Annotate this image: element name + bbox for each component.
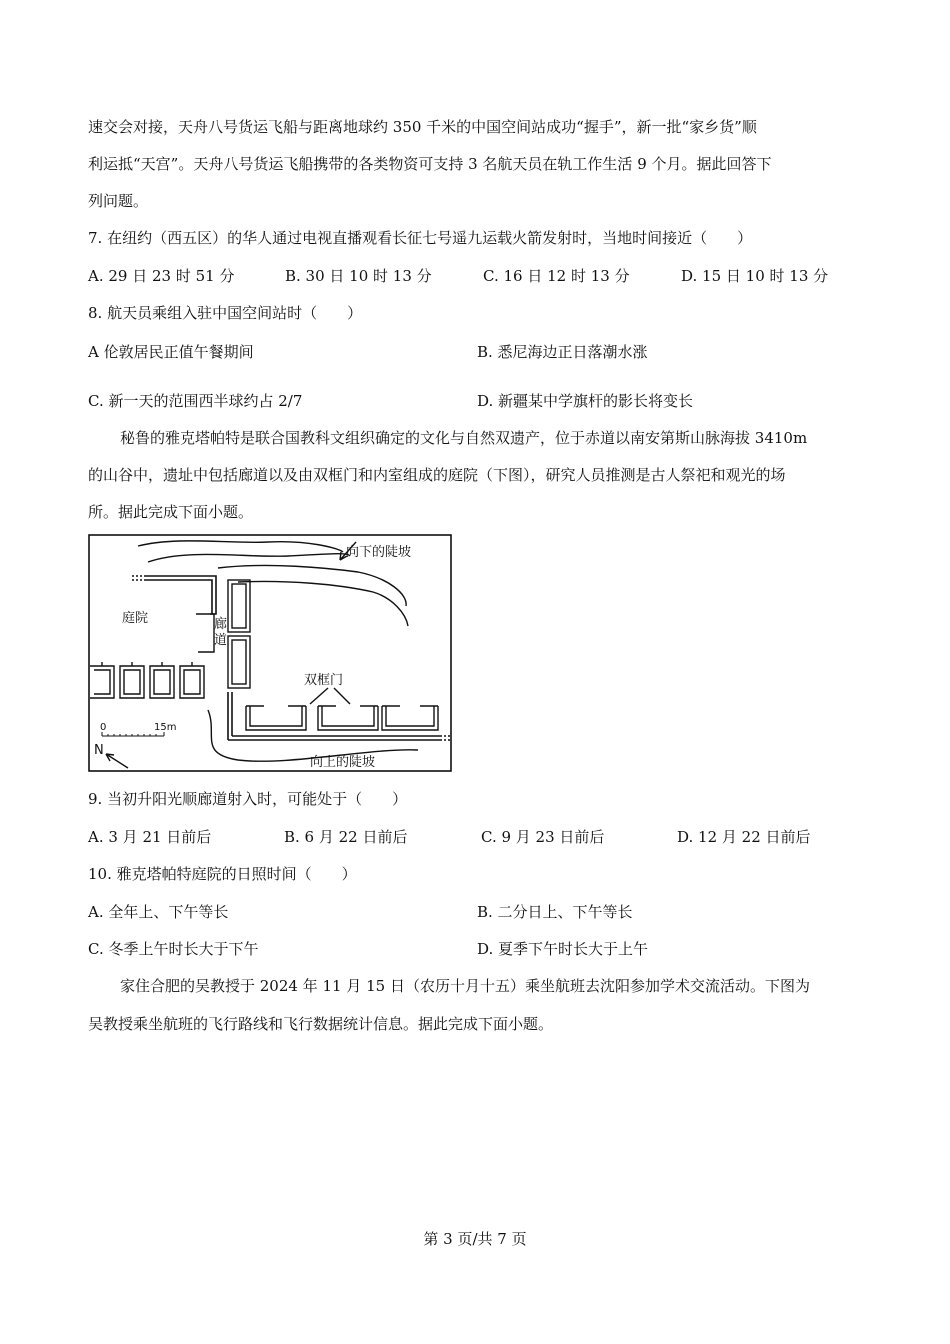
corridor-label-1: 廊 xyxy=(214,617,228,632)
question-10-option-d: D. 夏季下午时长大于上午 xyxy=(477,940,649,958)
question-7-stem: 7. 在纽约（西五区）的华人通过电视直播观看长征七号遥九运载火箭发射时，当地时间接近（ ） xyxy=(88,229,753,247)
double-door-room-2 xyxy=(318,706,378,730)
double-door-room-1 xyxy=(246,706,306,730)
question-8-option-b: B. 悉尼海边正日落潮水涨 xyxy=(477,343,648,361)
scale-zero: 0 xyxy=(100,722,107,733)
slope-down-label: 向下的陡坡 xyxy=(346,545,412,560)
intro-line-3: 列问题。 xyxy=(88,192,149,210)
slope-up-label: 向上的陡坡 xyxy=(310,755,376,770)
corridor-segment-2 xyxy=(196,614,214,652)
question-10-option-b: B. 二分日上、下午等长 xyxy=(477,903,633,921)
lower-corridor-vertical xyxy=(228,692,232,740)
question-10-stem: 10. 雅克塔帕特庭院的日照时间（ ） xyxy=(88,865,357,883)
question-10-option-a: A. 全年上、下午等长 xyxy=(88,903,229,921)
entrance-dots-right xyxy=(440,736,450,740)
question-9-option-d: D. 12 月 22 日前后 xyxy=(677,828,811,846)
double-door-label: 双框门 xyxy=(304,673,344,688)
question-9-option-c: C. 9 月 23 日前后 xyxy=(481,828,605,846)
double-door-arrow-1 xyxy=(310,688,328,704)
site-map-figure xyxy=(88,534,452,772)
north-label: N xyxy=(94,743,104,758)
left-room-4 xyxy=(180,666,204,698)
passage-3-line-1: 家住合肥的吴教授于 2024 年 11 月 15 日（农历十月十五）乘坐航班去沈阳参加学术交流活动。下图为 xyxy=(120,977,810,995)
left-room-1 xyxy=(90,666,114,698)
left-room-2 xyxy=(120,666,144,698)
question-7-option-c: C. 16 日 12 时 13 分 xyxy=(483,267,630,285)
double-door-room-3 xyxy=(382,706,438,730)
intro-line-1: 速交会对接，天舟八号货运飞船与距离地球约 350 千米的中国空间站成功“握手”，新一批“家乡货”顺 xyxy=(88,118,757,136)
question-9-option-b: B. 6 月 22 日前后 xyxy=(284,828,408,846)
question-7-option-b: B. 30 日 10 时 13 分 xyxy=(285,267,432,285)
contour-line-4 xyxy=(238,581,408,626)
corridor-label-2: 道 xyxy=(214,633,228,648)
question-7-option-a: A. 29 日 23 时 51 分 xyxy=(88,267,235,285)
scale-length: 15m xyxy=(154,722,177,733)
contour-line-1 xyxy=(138,541,343,552)
question-8-option-a: A 伦敦居民正值午餐期间 xyxy=(88,343,254,361)
intro-line-2: 利运抵“天宫”。天舟八号货运飞船携带的各类物资可支持 3 名航天员在轨工作生活 9 个月。据此回答下 xyxy=(88,155,772,173)
corridor-room-4 xyxy=(232,640,246,684)
upper-corridor xyxy=(146,576,216,614)
lower-corridor xyxy=(228,736,440,740)
corridor-room-2 xyxy=(232,584,246,628)
left-room-3 xyxy=(150,666,174,698)
passage-2-line-3: 所。据此完成下面小题。 xyxy=(88,503,254,521)
double-door-arrow-2 xyxy=(334,688,350,704)
passage-3-line-2: 吴教授乘坐航班的飞行路线和飞行数据统计信息。据此完成下面小题。 xyxy=(88,1015,554,1033)
passage-2-line-2: 的山谷中，遗址中包括廊道以及由双框门和内室组成的庭院（下图），研究人员推测是古人祭祀和观光的场 xyxy=(88,466,786,484)
courtyard-label: 庭院 xyxy=(122,611,149,626)
question-10-option-c: C. 冬季上午时长大于下午 xyxy=(88,940,259,958)
north-arrow xyxy=(106,754,128,768)
page-footer: 第 3 页/共 7 页 xyxy=(423,1230,527,1248)
question-9-option-a: A. 3 月 21 日前后 xyxy=(88,828,212,846)
question-8-stem: 8. 航天员乘组入驻中国空间站时（ ） xyxy=(88,304,363,322)
question-8-option-c: C. 新一天的范围西半球约占 2/7 xyxy=(88,392,303,410)
question-7-option-d: D. 15 日 10 时 13 分 xyxy=(681,267,829,285)
question-9-stem: 9. 当初升阳光顺廊道射入时，可能处于（ ） xyxy=(88,790,408,808)
left-gap-marks xyxy=(102,662,192,666)
contour-line-2 xyxy=(148,554,350,562)
question-8-option-d: D. 新疆某中学旗杆的影长将变长 xyxy=(477,392,694,410)
passage-2-line-1: 秘鲁的雅克塔帕特是联合国教科文组织确定的文化与自然双遗产，位于赤道以南安第斯山脉海拔 3410m xyxy=(120,429,808,447)
entrance-dots-top xyxy=(132,576,146,580)
